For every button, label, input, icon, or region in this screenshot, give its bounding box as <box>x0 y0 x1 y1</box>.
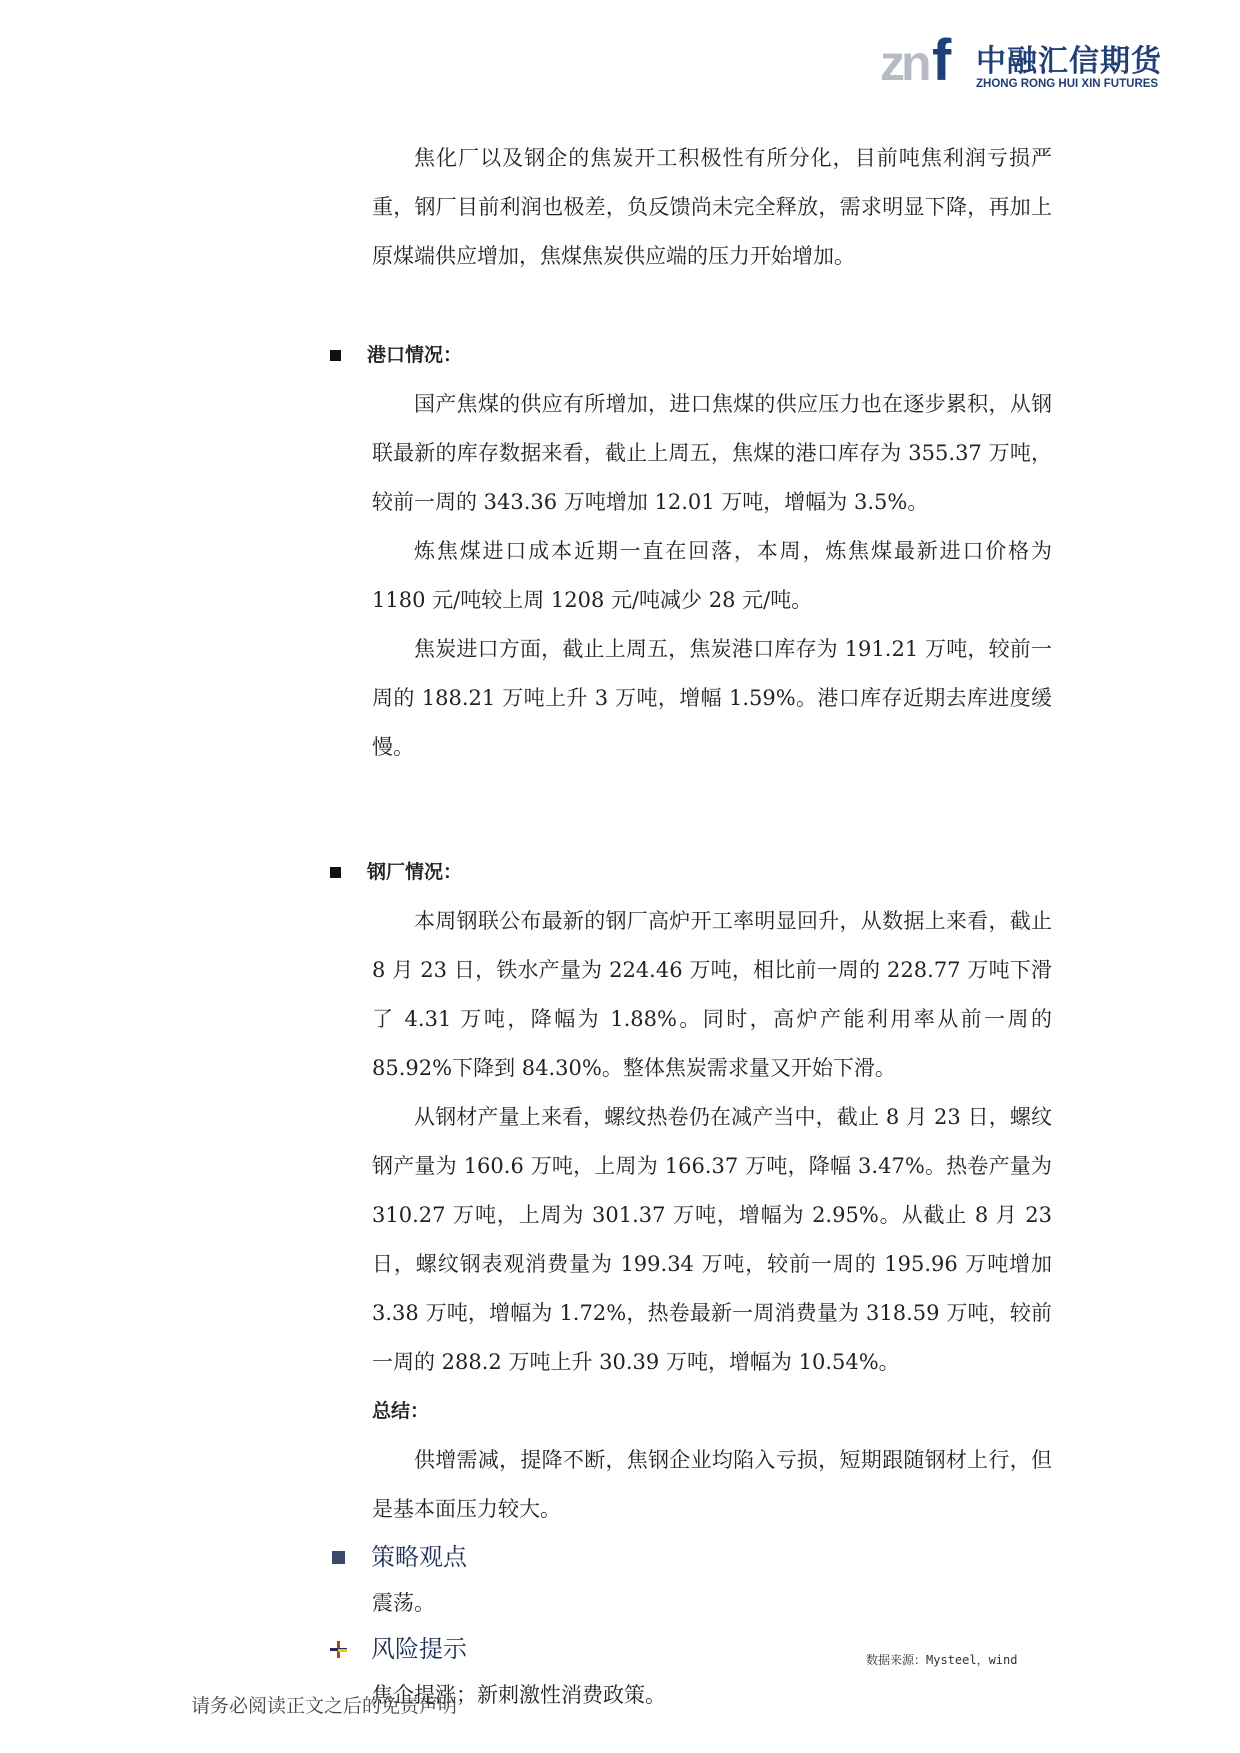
steel-paragraph: 从钢材产量上来看，螺纹热卷仍在减产当中，截止 8 月 23 日，螺纹钢产量为 160.6 万吨，上周为 166.37 万吨，降幅 3.47%。热卷产量为 310.27 万吨，上周为 301.37 万吨，增幅为 2.95%。从截止 8 月 23 日，螺纹钢表观消费量为 199.34 万吨，较前一周的 195.96 万吨增加 3.38 万吨，增幅为 1.72%，热卷最新一周消费量为 318.59 万吨，较前一周的 288.2 万吨上升 30.39 万吨，增幅为 10.54%。 <box>372 1105 1052 1374</box>
risk-text: 焦企提涨；新刺激性消费政策。 <box>372 1683 666 1707</box>
square-bullet-icon <box>332 1551 345 1564</box>
svg-text:zn: zn <box>880 35 928 91</box>
disclaimer-footer: 请务必阅读正文之后的免责声明 <box>191 1695 458 1717</box>
data-source-note: 数据来源：Mysteel，wind <box>866 1653 1018 1667</box>
intro-paragraph: 焦化厂以及钢企的焦炭开工积极性有所分化，目前吨焦利润亏损严重，钢厂目前利润也极差，负反馈尚未完全释放，需求明显下降，再加上原煤端供应增加，焦煤焦炭供应端的压力开始增加。 <box>372 146 1052 268</box>
port-paragraph: 炼焦煤进口成本近期一直在回落，本周，炼焦煤最新进口价格为 1180 元/吨较上周 1208 元/吨减少 28 元/吨。 <box>372 539 1052 612</box>
steel-paragraph: 本周钢联公布最新的钢厂高炉开工率明显回升，从数据上来看，截止 8 月 23 日，铁水产量为 224.46 万吨，相比前一周的 228.77 万吨下滑了 4.31 万吨，降幅为 1.88%。同时，高炉产能利用率从前一周的 85.92%下降到 84.30%。整体焦炭需求量又开始下滑。 <box>372 909 1052 1080</box>
risk-heading-text: 风险提示 <box>371 1635 467 1663</box>
report-body <box>367 134 1052 1718</box>
company-logo <box>880 28 1180 98</box>
znf-logo-icon <box>880 28 964 92</box>
port-paragraph: 国产焦煤的供应有所增加，进口焦煤的供应压力也在逐步累积，从钢联最新的库存数据来看，截止上周五，焦煤的港口库存为 355.37 万吨，较前一周的 343.36 万吨增加 12.01 万吨，增幅为 3.5%。 <box>372 392 1052 514</box>
warning-cross-icon <box>330 1641 347 1658</box>
strategy-heading <box>330 1534 1052 1580</box>
steel-heading-text: 钢厂情况： <box>367 861 463 883</box>
summary-text: 供增需减，提降不断，焦钢企业均陷入亏损，短期跟随钢材上行，但是基本面压力较大。 <box>372 1448 1052 1521</box>
strategy-heading-text: 策略观点 <box>371 1543 467 1571</box>
logo-chinese-name: 中融汇信期货 <box>976 44 1162 79</box>
port-section-heading <box>330 331 1052 380</box>
strategy-text: 震荡。 <box>372 1591 435 1615</box>
steel-section-heading <box>330 848 1052 897</box>
summary-heading: 总结： <box>372 1400 430 1422</box>
logo-english-name: ZHONG RONG HUI XIN FUTURES <box>976 78 1159 90</box>
svg-text:f: f <box>932 28 952 92</box>
square-bullet-icon <box>330 867 341 878</box>
square-bullet-icon <box>330 350 341 361</box>
port-heading-text: 港口情况： <box>367 344 463 366</box>
port-paragraph: 焦炭进口方面，截止上周五，焦炭港口库存为 191.21 万吨，较前一周的 188.21 万吨上升 3 万吨，增幅 1.59%。港口库存近期去库进度缓慢。 <box>372 637 1052 759</box>
